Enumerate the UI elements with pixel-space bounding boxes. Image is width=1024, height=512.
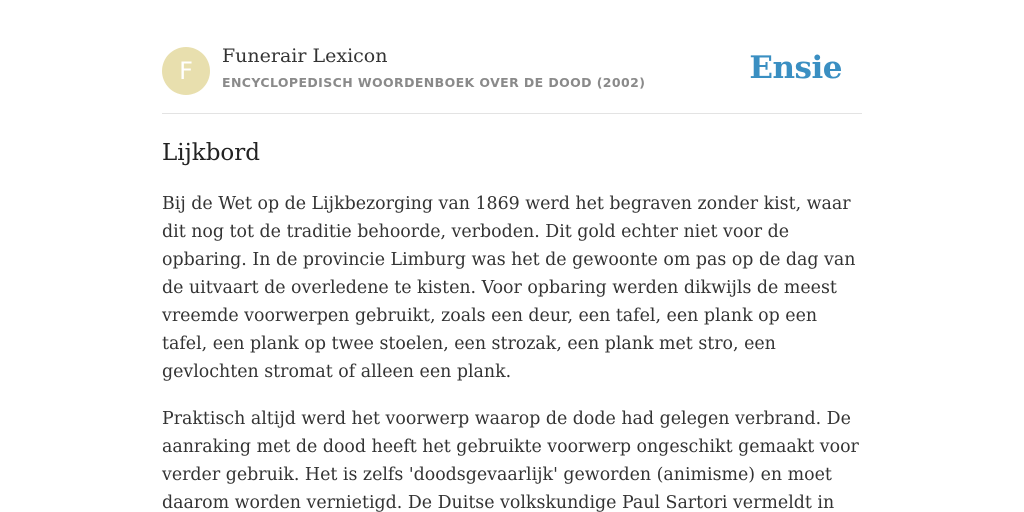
source-avatar[interactable]: F [162, 47, 210, 95]
entry-body [162, 190, 862, 512]
entry-paragraph: Praktisch altijd werd het voorwerp waarop de dode had gelegen verbrand. De aanraking met de dood heeft het gebruikte voorwerp ongeschikt gemaakt voor verder gebruik. Het is zelfs 'doodsgevaarlijk' geworden (animisme) en moet daarom worden vernietigd. De Duitse volkskundige Paul Sartori vermeldt in [162, 409, 859, 512]
content-container [162, 0, 862, 512]
entry-title: Lijkbord [162, 140, 260, 166]
entry-paragraph: Bij de Wet op de Lijkbezorging van 1869 werd het begraven zonder kist, waar dit nog tot de traditie behoorde, verboden. Dit gold echter niet voor de opbaring. In de provincie Limburg was het de gewoonte om pas op de dag van de uitvaart de overledene te kisten. Voor opbaring werden dikwijls de meest vreemde voorwerpen gebruikt, zoals een deur, een tafel, een plank op een tafel, een plank op twee stoelen, een strozak, een plank met stro, een gevlochten stromat of alleen een plank. [162, 194, 856, 382]
source-subtitle: ENCYCLOPEDISCH WOORDENBOEK OVER DE DOOD (2002) [222, 75, 646, 90]
source-title[interactable]: Funerair Lexicon [222, 45, 388, 67]
ensie-logo-link[interactable]: Ensie [749, 50, 842, 86]
source-header [162, 0, 862, 114]
